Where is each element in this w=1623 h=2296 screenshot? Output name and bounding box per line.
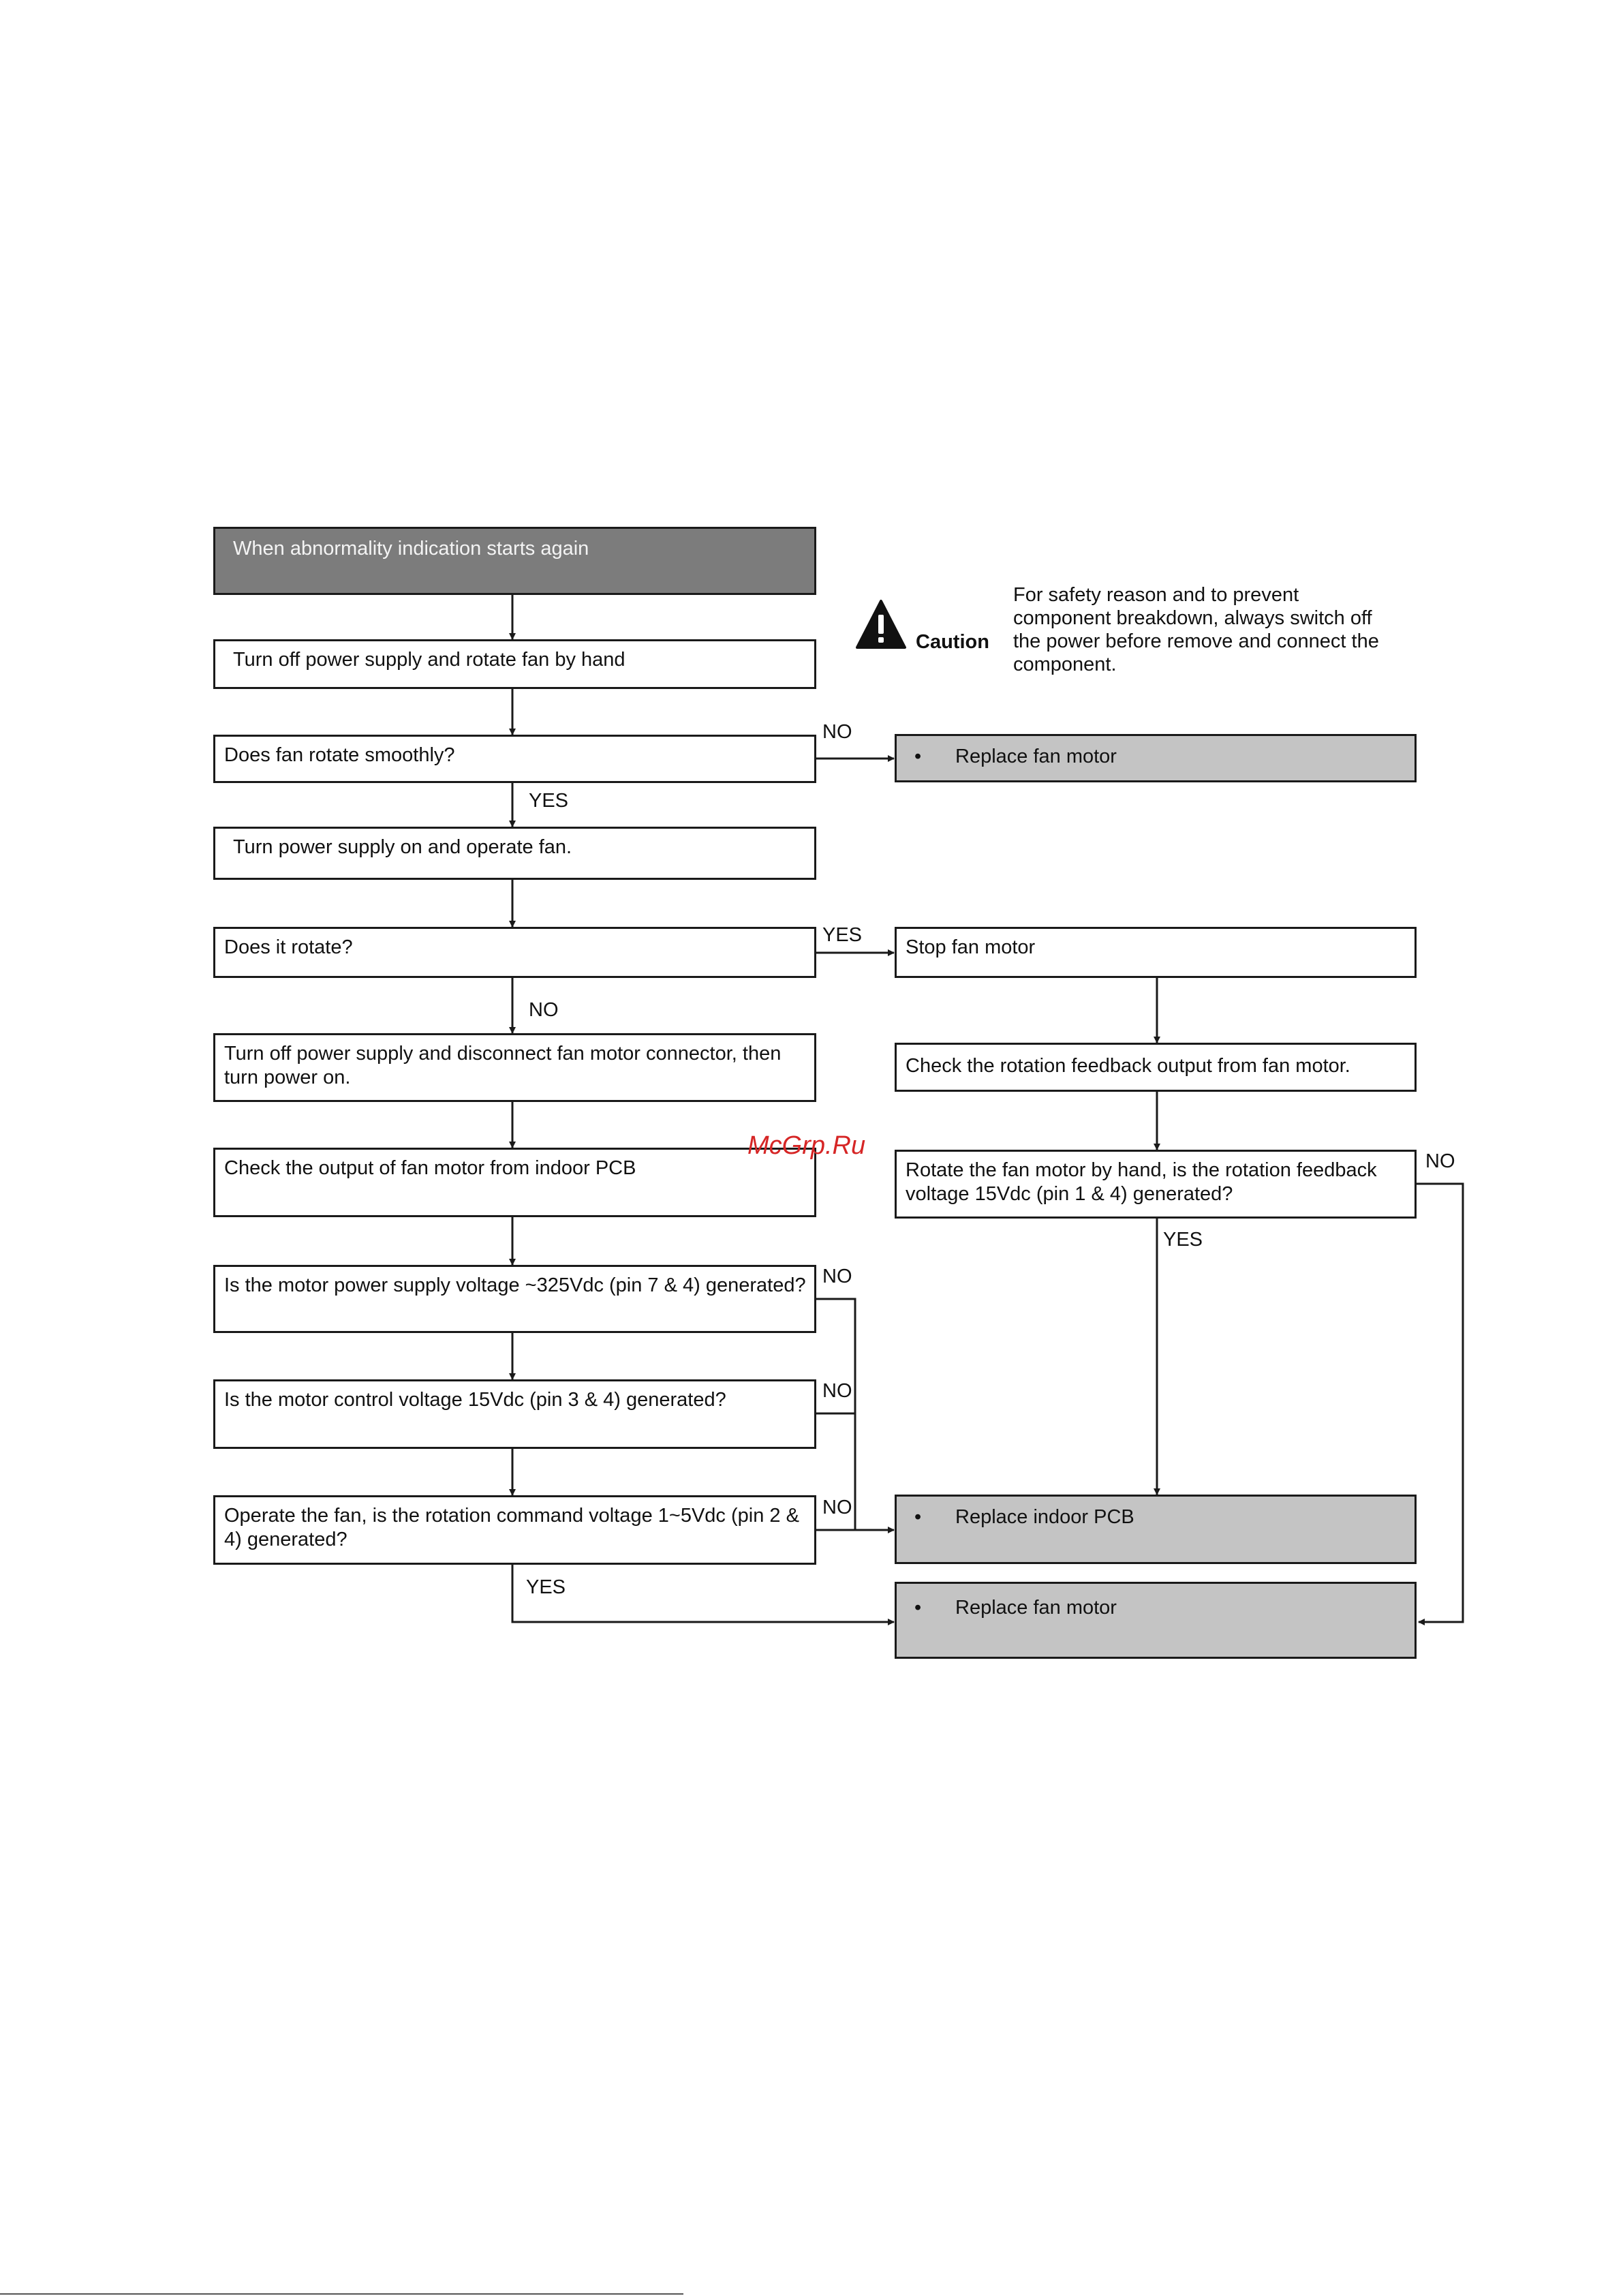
step-disconnect-connector [213, 1033, 816, 1102]
bullet: • [914, 1597, 922, 1619]
action-replace-fan-motor-bottom-text: Replace fan motor [955, 1597, 1117, 1619]
action-replace-fan-motor-bottom [895, 1582, 1417, 1659]
decision-does-it-rotate-text: Does it rotate? [224, 936, 353, 958]
arrow-command-yes [512, 1565, 894, 1622]
footer-divider [0, 2293, 683, 2295]
decision-power-voltage [213, 1265, 816, 1333]
caution-message: For safety reason and to prevent component breakdown, always switch off the power before remove and connect the component. [1013, 584, 1379, 675]
decision-command-voltage-text: Operate the fan, is the rotation command voltage 1~5Vdc (pin 2 & 4) generated? [224, 1505, 799, 1550]
action-replace-indoor-pcb-text: Replace indoor PCB [955, 1506, 1134, 1528]
watermark-text: McGrp.Ru [747, 1131, 866, 1160]
step-check-feedback [895, 1043, 1417, 1092]
decision-control-voltage [213, 1379, 816, 1449]
decision-rotate-smoothly-text: Does fan rotate smoothly? [224, 744, 455, 766]
step-turn-off-rotate-text: Turn off power supply and rotate fan by hand [233, 649, 625, 671]
step-check-output [213, 1148, 816, 1217]
step-check-feedback-text: Check the rotation feedback output from fan motor. [906, 1055, 1350, 1077]
label-rotate-no: NO [529, 999, 559, 1021]
label-control-no: NO [822, 1380, 852, 1402]
step-stop-fan [895, 927, 1417, 978]
start-label: When abnormality indication starts again [233, 538, 589, 560]
label-smooth-no: NO [822, 721, 852, 743]
step-check-output-text: Check the output of fan motor from indoor PCB [224, 1157, 636, 1179]
label-command-yes: YES [526, 1576, 566, 1598]
action-replace-indoor-pcb [895, 1495, 1417, 1564]
step-turn-on-operate [213, 827, 816, 880]
action-replace-fan-motor-top-text: Replace fan motor [955, 746, 1117, 767]
step-disconnect-connector-text: Turn off power supply and disconnect fan motor connector, then turn power on. [224, 1043, 782, 1088]
label-smooth-yes: YES [529, 790, 569, 812]
label-command-no: NO [822, 1497, 852, 1518]
label-rotate-hand-no: NO [1425, 1150, 1455, 1172]
label-power-no: NO [822, 1266, 852, 1287]
decision-rotate-by-hand-feedback-text: Rotate the fan motor by hand, is the rotation feedback voltage 15Vdc (pin 1 & 4) generated? [906, 1159, 1377, 1205]
action-replace-fan-motor-top [895, 734, 1417, 782]
decision-control-voltage-text: Is the motor control voltage 15Vdc (pin 3 & 4) generated? [224, 1389, 726, 1411]
decision-rotate-by-hand-feedback [895, 1150, 1417, 1219]
arrow-rotate-hand-no [1416, 1184, 1463, 1622]
warning-triangle-icon [855, 598, 907, 650]
label-rotate-hand-yes: YES [1163, 1229, 1203, 1251]
step-turn-off-rotate [213, 639, 816, 689]
decision-rotate-smoothly [213, 735, 816, 783]
decision-power-voltage-text: Is the motor power supply voltage ~325Vdc (pin 7 & 4) generated? [224, 1274, 806, 1296]
bullet: • [914, 746, 922, 767]
start-box [213, 527, 816, 595]
caution-label: Caution [916, 631, 989, 653]
label-rotate-yes: YES [822, 924, 863, 946]
bullet: • [914, 1506, 922, 1528]
decision-does-it-rotate [213, 927, 816, 978]
step-stop-fan-text: Stop fan motor [906, 936, 1036, 958]
step-turn-on-operate-text: Turn power supply on and operate fan. [233, 836, 572, 858]
decision-command-voltage [213, 1495, 816, 1565]
